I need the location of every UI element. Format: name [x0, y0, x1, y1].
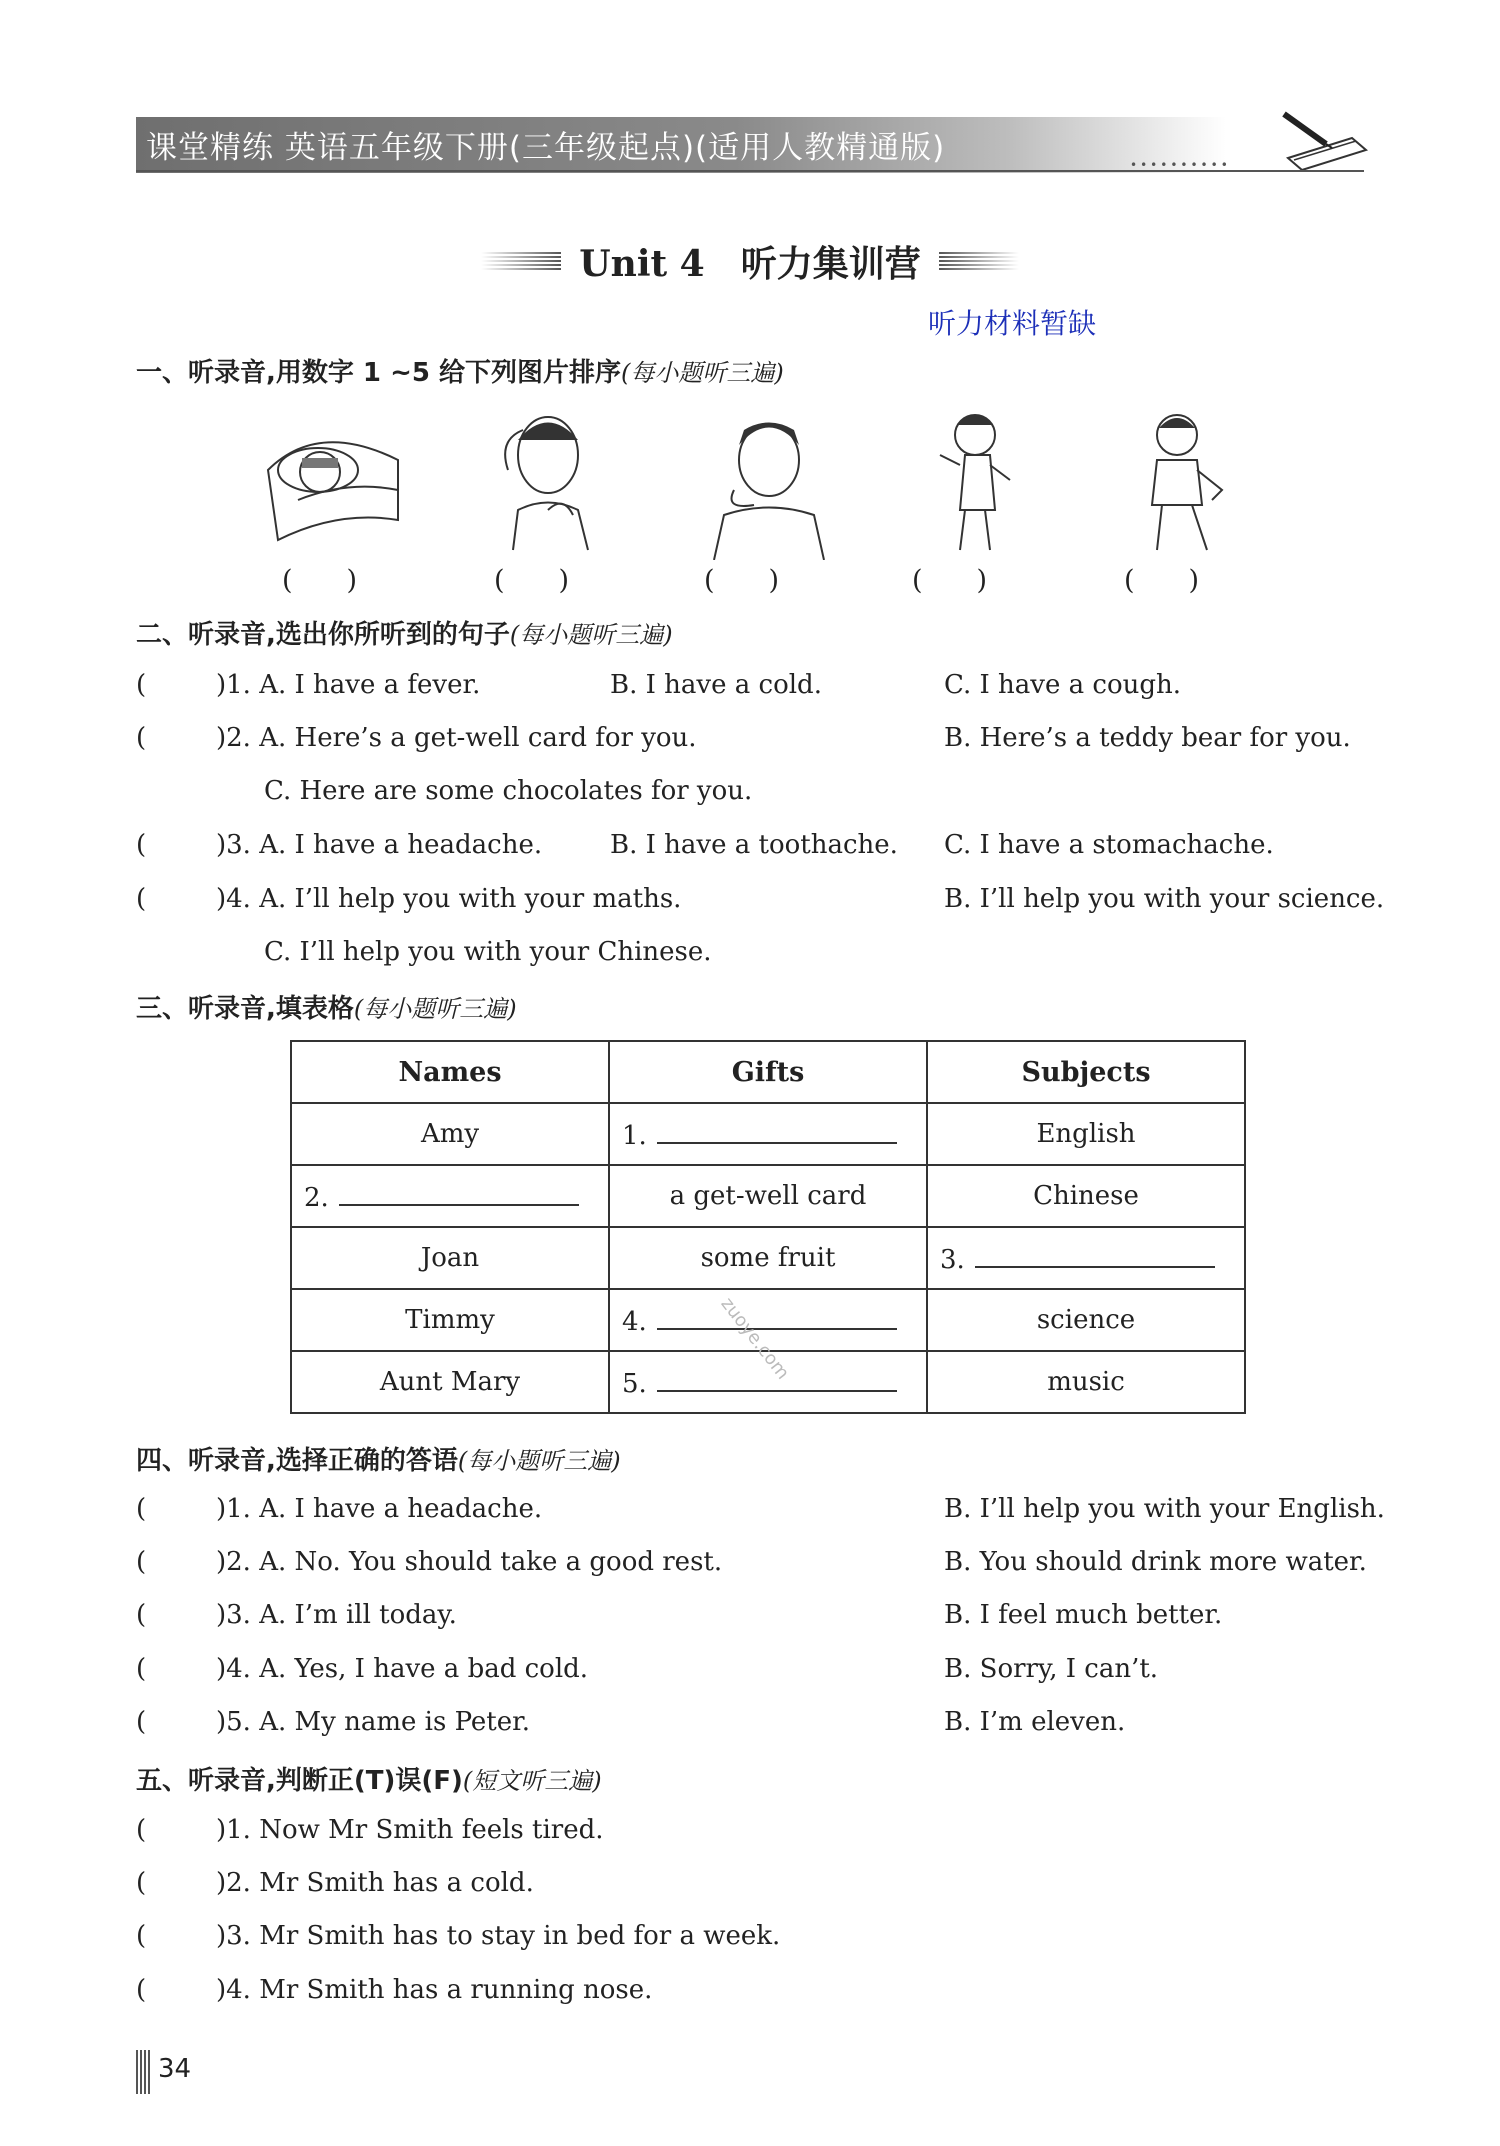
picture-stomachache-boy: [1117, 400, 1267, 560]
header-subjects: Subjects: [927, 1041, 1245, 1103]
cell-name: Joan: [291, 1227, 609, 1289]
s4-q3-option-b: B. I feel much better.: [944, 1600, 1223, 1630]
s4-q5-option-b: B. I’m eleven.: [944, 1707, 1126, 1737]
answer-line[interactable]: [339, 1180, 579, 1206]
book-title: 课堂精练 英语五年级下册(三年级起点)(适用人教精通版): [146, 130, 946, 166]
blank-number: 3.: [940, 1244, 965, 1275]
answer-line[interactable]: [657, 1118, 897, 1144]
s5-q2-statement: )2. Mr Smith has a cold.: [216, 1868, 534, 1898]
s4-q1-option-b: B. I’ll help you with your English.: [944, 1494, 1385, 1524]
cell-name-blank[interactable]: [291, 1165, 609, 1227]
s2-q2-option-a: )2. A. Here’s a get-well card for you.: [216, 723, 697, 753]
s2-q1-option-a: )1. A. I have a fever.: [216, 670, 481, 700]
s2-q1-option-b: B. I have a cold.: [610, 670, 822, 700]
section-1-title: [136, 352, 784, 389]
unit-title-wrap: [0, 236, 1500, 287]
unit-title-text: Unit 4 听力集训营: [579, 243, 921, 285]
s5-q3-paren[interactable]: (: [136, 1921, 147, 1951]
s4-q1-paren[interactable]: (: [136, 1494, 147, 1524]
table-row: [291, 1165, 1245, 1227]
s2-q3-paren[interactable]: (: [136, 830, 147, 860]
section-3-heading: 三、听录音,填表格: [136, 994, 354, 1024]
picture-4-answer-blank[interactable]: ( ): [912, 565, 988, 596]
s4-q3-paren[interactable]: (: [136, 1600, 147, 1630]
picture-headache-man: [478, 400, 628, 560]
cell-gift: some fruit: [609, 1227, 927, 1289]
blank-number: 5.: [622, 1368, 647, 1399]
blank-number: 2.: [304, 1182, 329, 1213]
answer-line[interactable]: [975, 1242, 1215, 1268]
blank-number: 1.: [622, 1120, 647, 1151]
cell-subject: science: [927, 1289, 1245, 1351]
picture-cough-girl: [905, 400, 1055, 560]
section-1-heading: 一、听录音,用数字 1 ~5 给下列图片排序: [136, 358, 621, 388]
picture-toothache-boy: [694, 400, 844, 560]
s4-q5-paren[interactable]: (: [136, 1707, 147, 1737]
cell-subject-blank[interactable]: [927, 1227, 1245, 1289]
section-4-title: [136, 1440, 621, 1477]
header-names: Names: [291, 1041, 609, 1103]
audio-missing-note: 听力材料暂缺: [928, 307, 1097, 340]
s2-q3-option-b: B. I have a toothache.: [610, 830, 898, 860]
section-2-hint: (每小题听三遍): [509, 621, 673, 649]
cell-subject: Chinese: [927, 1165, 1245, 1227]
s4-q1-option-a: )1. A. I have a headache.: [216, 1494, 543, 1524]
s4-q2-option-b: B. You should drink more water.: [944, 1547, 1367, 1577]
title-stripe-left: [481, 252, 561, 272]
section-2-title: [136, 614, 673, 651]
section-1-hint: (每小题听三遍): [621, 359, 784, 387]
table-header-row: [291, 1041, 1245, 1103]
section-3-title: [136, 988, 517, 1025]
pencil-notepad-icon: [1280, 108, 1370, 170]
s2-q3-option-a: )3. A. I have a headache.: [216, 830, 543, 860]
s5-q2-paren[interactable]: (: [136, 1868, 147, 1898]
s4-q3-option-a: )3. A. I’m ill today.: [216, 1600, 457, 1630]
blank-number: 4.: [622, 1306, 647, 1337]
section-2-heading: 二、听录音,选出你所听到的句子: [136, 620, 510, 650]
s4-q4-paren[interactable]: (: [136, 1654, 147, 1684]
section-5-hint: (短文听三遍): [462, 1767, 602, 1795]
cell-subject: music: [927, 1351, 1245, 1413]
s5-q3-statement: )3. Mr Smith has to stay in bed for a week.: [216, 1921, 781, 1951]
header-gifts: Gifts: [609, 1041, 927, 1103]
s2-q2-paren[interactable]: (: [136, 723, 147, 753]
table-row: [291, 1103, 1245, 1165]
picture-2-answer-blank[interactable]: ( ): [494, 565, 570, 596]
cell-name: Amy: [291, 1103, 609, 1165]
watermark: zuoye.com: [716, 1293, 794, 1384]
cell-gift: a get-well card: [609, 1165, 927, 1227]
s2-q1-option-c: C. I have a cough.: [944, 670, 1181, 700]
s4-q2-paren[interactable]: (: [136, 1547, 147, 1577]
section-4-hint: (每小题听三遍): [457, 1447, 621, 1475]
s5-q4-paren[interactable]: (: [136, 1975, 147, 2005]
s2-q2-option-c: C. Here are some chocolates for you.: [264, 776, 753, 806]
s2-q2-option-b: B. Here’s a teddy bear for you.: [944, 723, 1351, 753]
title-stripe-right: [939, 252, 1019, 272]
s5-q1-statement: )1. Now Mr Smith feels tired.: [216, 1815, 604, 1845]
section-3-hint: (每小题听三遍): [353, 995, 517, 1023]
page-number: 34: [158, 2054, 192, 2084]
s4-q4-option-b: B. Sorry, I can’t.: [944, 1654, 1159, 1684]
s2-q1-paren[interactable]: (: [136, 670, 147, 700]
header-dots: ••••••••••: [1130, 158, 1231, 172]
picture-sick-in-bed: [258, 400, 408, 560]
section-5-title: [136, 1760, 602, 1797]
s4-q4-option-a: )4. A. Yes, I have a bad cold.: [216, 1654, 589, 1684]
cell-name: Timmy: [291, 1289, 609, 1351]
table-row: [291, 1227, 1245, 1289]
s5-q1-paren[interactable]: (: [136, 1815, 147, 1845]
footer-bars: [136, 2050, 150, 2094]
cell-gift-blank[interactable]: [609, 1103, 927, 1165]
s2-q4-option-c: C. I’ll help you with your Chinese.: [264, 937, 712, 967]
s2-q4-option-a: )4. A. I’ll help you with your maths.: [216, 884, 682, 914]
s2-q4-paren[interactable]: (: [136, 884, 147, 914]
answer-line[interactable]: [657, 1304, 897, 1330]
picture-3-answer-blank[interactable]: ( ): [704, 565, 780, 596]
s4-q5-option-a: )5. A. My name is Peter.: [216, 1707, 530, 1737]
s2-q3-option-c: C. I have a stomachache.: [944, 830, 1274, 860]
section-4-heading: 四、听录音,选择正确的答语: [136, 1446, 458, 1476]
unit-title: [481, 236, 1018, 287]
cell-name: Aunt Mary: [291, 1351, 609, 1413]
s2-q4-option-b: B. I’ll help you with your science.: [944, 884, 1385, 914]
picture-5-answer-blank[interactable]: ( ): [1124, 565, 1200, 596]
s4-q2-option-a: )2. A. No. You should take a good rest.: [216, 1547, 723, 1577]
s5-q4-statement: )4. Mr Smith has a running nose.: [216, 1975, 653, 2005]
section-5-heading: 五、听录音,判断正(T)误(F): [136, 1766, 463, 1796]
cell-subject: English: [927, 1103, 1245, 1165]
picture-1-answer-blank[interactable]: ( ): [282, 565, 358, 596]
